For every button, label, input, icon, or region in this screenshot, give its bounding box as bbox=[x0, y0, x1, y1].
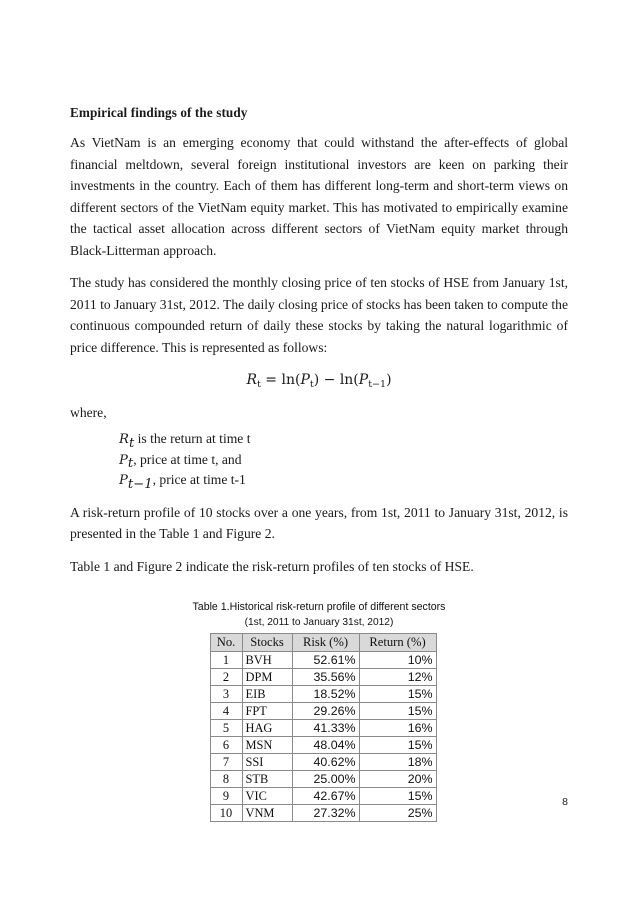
table-row bbox=[210, 669, 436, 686]
cell-stock: VNM bbox=[242, 805, 292, 822]
definition-subscript: t bbox=[128, 435, 135, 451]
cell-stock: EIB bbox=[242, 686, 292, 703]
definition-symbol: P bbox=[119, 452, 128, 468]
return-formula bbox=[70, 369, 568, 393]
cell-stock: STB bbox=[242, 771, 292, 788]
cell-stock: BVH bbox=[242, 652, 292, 669]
table-row bbox=[210, 754, 436, 771]
cell-stock: HAG bbox=[242, 720, 292, 737]
formula-term2-close: ) bbox=[386, 372, 392, 388]
definition-text: is the return at time t bbox=[134, 431, 251, 446]
cell-stock: FPT bbox=[242, 703, 292, 720]
definition-symbol: P bbox=[119, 473, 128, 488]
cell-return: 25% bbox=[359, 805, 436, 822]
column-header-stocks: Stocks bbox=[242, 634, 292, 652]
column-header-no: No. bbox=[210, 634, 242, 652]
cell-risk: 41.33% bbox=[292, 720, 359, 737]
formula-term2-symbol: P bbox=[358, 372, 369, 388]
cell-risk: 25.00% bbox=[292, 771, 359, 788]
cell-no: 6 bbox=[210, 737, 242, 754]
paragraph-2: The study has considered the monthly closing price of ten stocks of HSE from January 1st, 2011 to January 31st, 2012. The daily closing price of stocks has been taken to compute the continuous compounded return of daily these stocks by taking the natural logarithmic of price difference. This is represented as follows: bbox=[70, 275, 568, 355]
cell-risk: 35.56% bbox=[292, 669, 359, 686]
cell-risk: 48.04% bbox=[292, 737, 359, 754]
definition-item bbox=[119, 450, 568, 471]
section-heading: Empirical findings of the study bbox=[70, 105, 248, 120]
page-content bbox=[70, 104, 568, 822]
paragraph-4: Table 1 and Figure 2 indicate the risk-return profiles of ten stocks of HSE. bbox=[70, 558, 474, 574]
cell-no: 2 bbox=[210, 669, 242, 686]
definition-subscript: t bbox=[127, 456, 134, 472]
cell-risk: 18.52% bbox=[292, 686, 359, 703]
cell-risk: 40.62% bbox=[292, 754, 359, 771]
paragraph-3: A risk-return profile of 10 stocks over a one years, from 1st, 2011 to January 31st, 2012, is presented in the Table 1 and Figure 2. bbox=[70, 504, 568, 541]
risk-return-table bbox=[210, 633, 437, 822]
formula-term2-fn: ln( bbox=[339, 372, 359, 388]
symbol-definitions bbox=[70, 429, 568, 491]
cell-return: 15% bbox=[359, 703, 436, 720]
formula-lhs-sub: t bbox=[257, 378, 261, 390]
table-row bbox=[210, 771, 436, 788]
definition-text: , price at time t, and bbox=[133, 451, 242, 467]
definition-text: , price at time t-1 bbox=[152, 472, 246, 487]
table-row bbox=[210, 703, 436, 720]
table-header-row bbox=[210, 634, 436, 652]
table-subcaption: (1st, 2011 to January 31st, 2012) bbox=[244, 617, 394, 628]
formula-term1-symbol: P bbox=[300, 372, 310, 388]
cell-no: 9 bbox=[210, 788, 242, 805]
definition-item bbox=[119, 429, 568, 450]
cell-stock: DPM bbox=[242, 669, 292, 686]
cell-no: 5 bbox=[210, 720, 242, 737]
cell-return: 15% bbox=[359, 788, 436, 805]
cell-return: 20% bbox=[359, 771, 436, 788]
table-row bbox=[210, 686, 436, 703]
formula-lhs-symbol: R bbox=[246, 372, 258, 388]
cell-risk: 52.61% bbox=[292, 652, 359, 669]
table-caption: Table 1.Historical risk-return profile of different sectors bbox=[192, 601, 446, 613]
cell-return: 16% bbox=[359, 720, 436, 737]
cell-stock: SSI bbox=[242, 754, 292, 771]
table-container bbox=[70, 633, 568, 822]
table-row bbox=[210, 737, 436, 754]
cell-risk: 29.26% bbox=[292, 703, 359, 720]
definition-subscript: t−1 bbox=[127, 476, 153, 492]
cell-risk: 27.32% bbox=[292, 805, 359, 822]
cell-no: 7 bbox=[210, 754, 242, 771]
definition-symbol: R bbox=[119, 432, 129, 447]
formula-term1-fn: ln( bbox=[281, 372, 301, 388]
cell-stock: VIC bbox=[242, 788, 292, 805]
cell-risk: 42.67% bbox=[292, 788, 359, 805]
where-label: where, bbox=[70, 405, 107, 420]
cell-no: 8 bbox=[210, 771, 242, 788]
cell-return: 15% bbox=[359, 737, 436, 754]
cell-return: 15% bbox=[359, 686, 436, 703]
formula-term1-close: ) bbox=[313, 372, 320, 388]
cell-return: 12% bbox=[359, 669, 436, 686]
formula-equals: = bbox=[265, 372, 278, 388]
cell-no: 10 bbox=[210, 805, 242, 822]
formula-minus: − bbox=[323, 372, 336, 388]
column-header-return: Return (%) bbox=[359, 634, 436, 652]
table-header bbox=[210, 634, 436, 652]
paragraph-1: As VietNam is an emerging economy that could withstand the after-effects of global financial meltdown, several foreign institutional investors are keen on parking their investments in the country. Each of them has different long-term and short-term views on different sectors of the VietNam equity market. This has motivated to empirically examine the tactical asset allocation across different sectors of VietNam equity market through Black-Litterman approach. bbox=[70, 135, 568, 258]
page-number: 8 bbox=[562, 796, 568, 808]
table-row bbox=[210, 720, 436, 737]
formula-term1-sub: t bbox=[309, 378, 314, 390]
cell-no: 1 bbox=[210, 652, 242, 669]
cell-return: 10% bbox=[359, 652, 436, 669]
column-header-risk: Risk (%) bbox=[292, 634, 359, 652]
table-row bbox=[210, 652, 436, 669]
definition-item bbox=[119, 470, 568, 491]
cell-stock: MSN bbox=[242, 737, 292, 754]
formula-term2-sub: t−1 bbox=[368, 378, 387, 390]
cell-no: 3 bbox=[210, 686, 242, 703]
cell-no: 4 bbox=[210, 703, 242, 720]
cell-return: 18% bbox=[359, 754, 436, 771]
